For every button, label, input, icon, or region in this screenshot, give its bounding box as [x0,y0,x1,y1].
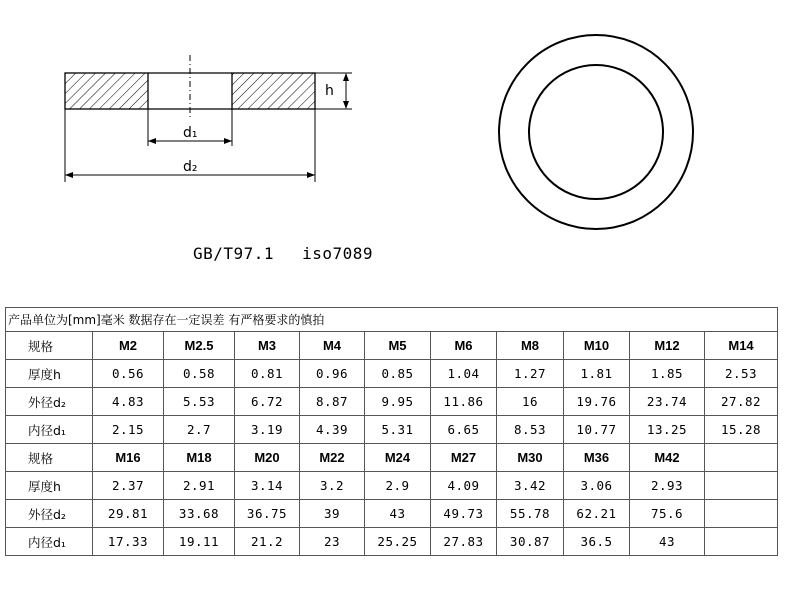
row-label: 规格 [6,444,93,472]
inner-circle [529,65,663,199]
table-cell: 4.09 [431,472,497,500]
table-cell: M12 [630,332,705,360]
standard-labels [193,244,401,263]
dimension-d1 [148,109,232,146]
table-cell: 3.06 [564,472,630,500]
table-cell: 3.19 [235,416,300,444]
table-cell: M14 [705,332,778,360]
table-cell: 19.11 [164,528,235,556]
table-cell: M5 [365,332,431,360]
table-cell: M20 [235,444,300,472]
table-cell: 9.95 [365,388,431,416]
table-cell: 19.76 [564,388,630,416]
table-cell: M16 [93,444,164,472]
d2-label: d₂ [183,159,198,175]
table-cell: 6.65 [431,416,497,444]
size-row [6,332,778,360]
row-label: 外径d₂ [6,388,93,416]
table-cell: M6 [431,332,497,360]
table-cell: 0.96 [300,360,365,388]
table-cell: 75.6 [630,500,705,528]
washer-top-view [499,35,693,229]
inner-diameter-row [6,416,778,444]
table-cell: 30.87 [497,528,564,556]
table-cell: 8.53 [497,416,564,444]
table-cell: 43 [630,528,705,556]
table-cell: M2.5 [164,332,235,360]
table-cell: 1.81 [564,360,630,388]
table-cell: M36 [564,444,630,472]
table-cell: 3.2 [300,472,365,500]
table-cell: 0.81 [235,360,300,388]
outer-diameter-row [6,388,778,416]
row-label: 厚度h [6,360,93,388]
table-cell: 21.2 [235,528,300,556]
table-cell: 1.27 [497,360,564,388]
table-cell: M30 [497,444,564,472]
table-cell: 5.53 [164,388,235,416]
table-cell: M2 [93,332,164,360]
table-cell: 29.81 [93,500,164,528]
d1-label: d₁ [183,125,198,141]
table-cell: 3.14 [235,472,300,500]
table-cell: 6.72 [235,388,300,416]
table-cell: 4.39 [300,416,365,444]
table-cell: M4 [300,332,365,360]
table-cell: 2.37 [93,472,164,500]
row-label: 厚度h [6,472,93,500]
standard-gb: GB/T97.1 [193,244,275,263]
row-label: 内径d₁ [6,416,93,444]
table-cell: 27.83 [431,528,497,556]
table-cell: 1.04 [431,360,497,388]
table-cell: 62.21 [564,500,630,528]
table-cell: 36.5 [564,528,630,556]
size-row [6,444,778,472]
table-cell: M18 [164,444,235,472]
table-cell: M42 [630,444,705,472]
table-cell: M8 [497,332,564,360]
outer-diameter-row [6,500,778,528]
table-title-row [6,308,778,332]
table-cell: 11.86 [431,388,497,416]
table-cell: 36.75 [235,500,300,528]
table-cell: 0.85 [365,360,431,388]
table-cell: 23 [300,528,365,556]
dimension-d2 [65,109,315,182]
dimension-h [315,73,352,109]
h-label: h [325,83,334,99]
table-cell: 49.73 [431,500,497,528]
table-cell: 55.78 [497,500,564,528]
table-cell: 0.58 [164,360,235,388]
table-cell: 5.31 [365,416,431,444]
table-cell: 8.87 [300,388,365,416]
table-cell: 13.25 [630,416,705,444]
table-cell: 33.68 [164,500,235,528]
table-cell: 2.9 [365,472,431,500]
table-cell: M3 [235,332,300,360]
table-cell: M22 [300,444,365,472]
row-label: 规格 [6,332,93,360]
table-cell: 39 [300,500,365,528]
table-cell [705,444,778,472]
table-cell: 3.42 [497,472,564,500]
table-cell: 2.15 [93,416,164,444]
table-cell: 2.7 [164,416,235,444]
table-cell: 43 [365,500,431,528]
table-cell: 16 [497,388,564,416]
left-hatched-section [65,73,148,109]
table-cell: M10 [564,332,630,360]
table-cell: 27.82 [705,388,778,416]
thickness-row [6,360,778,388]
table-cell: 2.53 [705,360,778,388]
table-cell: 23.74 [630,388,705,416]
row-label: 外径d₂ [6,500,93,528]
table-cell: 25.25 [365,528,431,556]
table-cell: 2.91 [164,472,235,500]
washer-cross-section [65,55,315,120]
table-cell: 17.33 [93,528,164,556]
table-cell: 15.28 [705,416,778,444]
table-cell: 4.83 [93,388,164,416]
right-hatched-section [232,73,315,109]
table-cell [705,500,778,528]
table-title: 产品单位为[mm]毫米 数据存在一定误差 有严格要求的慎拍 [6,308,778,332]
table-cell: M27 [431,444,497,472]
table-cell: 10.77 [564,416,630,444]
table-cell: M24 [365,444,431,472]
standard-iso: iso7089 [302,244,373,263]
table-cell [705,528,778,556]
table-cell: 2.93 [630,472,705,500]
inner-diameter-row [6,528,778,556]
table-cell [705,472,778,500]
table-cell: 1.85 [630,360,705,388]
spec-table [5,307,778,556]
thickness-row [6,472,778,500]
row-label: 内径d₁ [6,528,93,556]
table-cell: 0.56 [93,360,164,388]
